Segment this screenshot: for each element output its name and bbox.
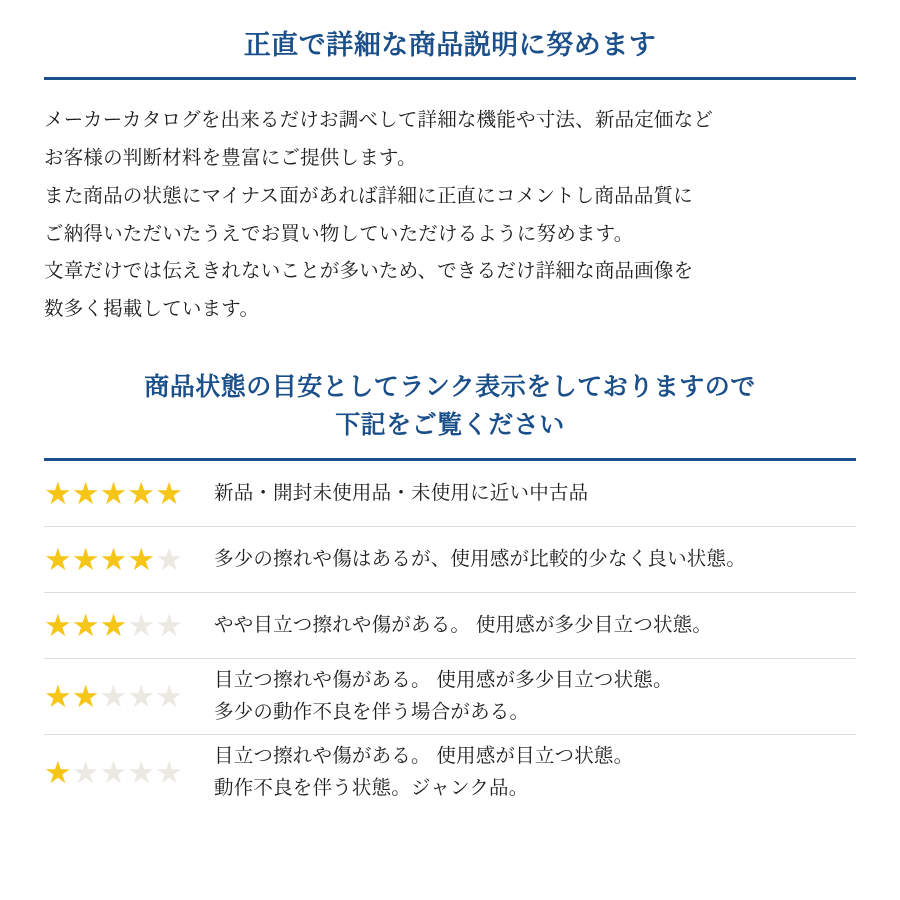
star-filled-icon: ★ [71,608,100,644]
star-empty-icon: ★ [127,679,156,715]
star-filled-icon: ★ [99,542,128,578]
star-empty-icon: ★ [155,608,183,644]
rank-description-line: 目立つ擦れや傷がある。 使用感が目立つ状態。 [214,745,634,768]
star-empty-icon: ★ [99,755,128,791]
star-filled-icon: ★ [44,608,72,644]
rank-row [44,735,856,810]
body-line: メーカーカタログを出来るだけお調べして詳細な機能や寸法、新品定価など [44,109,714,132]
rank-heading-line-1: 商品状態の目安としてランク表示をしておりますので [144,373,756,402]
rank-2-stars [44,679,214,715]
rank-table [44,461,856,810]
rank-4-description [214,544,856,576]
body-line: ご納得いただいたうえでお買い物していただけるように努めます。 [44,222,634,245]
rank-5-stars [44,476,214,512]
star-empty-icon: ★ [127,755,156,791]
rank-description-line: 動作不良を伴う状態。ジャンク品。 [214,776,529,799]
star-filled-icon: ★ [44,755,72,791]
star-empty-icon: ★ [155,679,183,715]
rank-description-line: 目立つ擦れや傷がある。 使用感が多少目立つ状態。 [214,669,673,692]
star-empty-icon: ★ [155,755,183,791]
heading-divider-top [44,77,856,80]
star-filled-icon: ★ [44,542,72,578]
rank-5-description [214,478,856,510]
rank-description-line: 多少の擦れや傷はあるが、使用感が比較的少なく良い状態。 [214,547,746,570]
rank-2-description [214,665,856,728]
rank-row [44,461,856,527]
rank-row [44,593,856,659]
body-line: 文章だけでは伝えきれないことが多いため、できるだけ詳細な商品画像を [44,260,694,283]
rank-description-line: やや目立つ擦れや傷がある。 使用感が多少目立つ状態。 [214,613,713,636]
rank-section-heading [44,369,856,458]
star-empty-icon: ★ [71,755,100,791]
honesty-section-heading: 正直で詳細な商品説明に努めます [243,30,657,60]
rank-1-stars [44,755,214,791]
star-filled-icon: ★ [99,476,128,512]
body-line: 数多く掲載しています。 [44,298,260,321]
rank-description-line: 新品・開封未使用品・未使用に近い中古品 [214,481,589,504]
star-filled-icon: ★ [44,476,72,512]
rank-4-stars [44,542,214,578]
star-filled-icon: ★ [99,608,128,644]
rank-description-line: 多少の動作不良を伴う場合がある。 [214,700,530,723]
rank-heading-line-2: 下記をご覧ください [335,410,565,439]
honesty-section-body [44,102,856,329]
star-filled-icon: ★ [127,476,156,512]
star-filled-icon: ★ [71,542,100,578]
star-filled-icon: ★ [71,476,100,512]
rank-row [44,659,856,735]
star-empty-icon: ★ [99,679,128,715]
star-empty-icon: ★ [127,608,156,644]
star-filled-icon: ★ [155,476,183,512]
star-empty-icon: ★ [155,542,183,578]
star-filled-icon: ★ [71,679,100,715]
rank-section [44,369,856,810]
honesty-section [44,0,856,329]
rank-row [44,527,856,593]
rank-3-stars [44,608,214,644]
body-line: また商品の状態にマイナス面があれば詳細に正直にコメントし商品品質に [44,184,693,207]
star-filled-icon: ★ [127,542,156,578]
rank-3-description [214,610,856,642]
rank-1-description [214,741,856,804]
body-line: お客様の判断材料を豊富にご提供します。 [44,146,417,169]
star-filled-icon: ★ [44,679,72,715]
